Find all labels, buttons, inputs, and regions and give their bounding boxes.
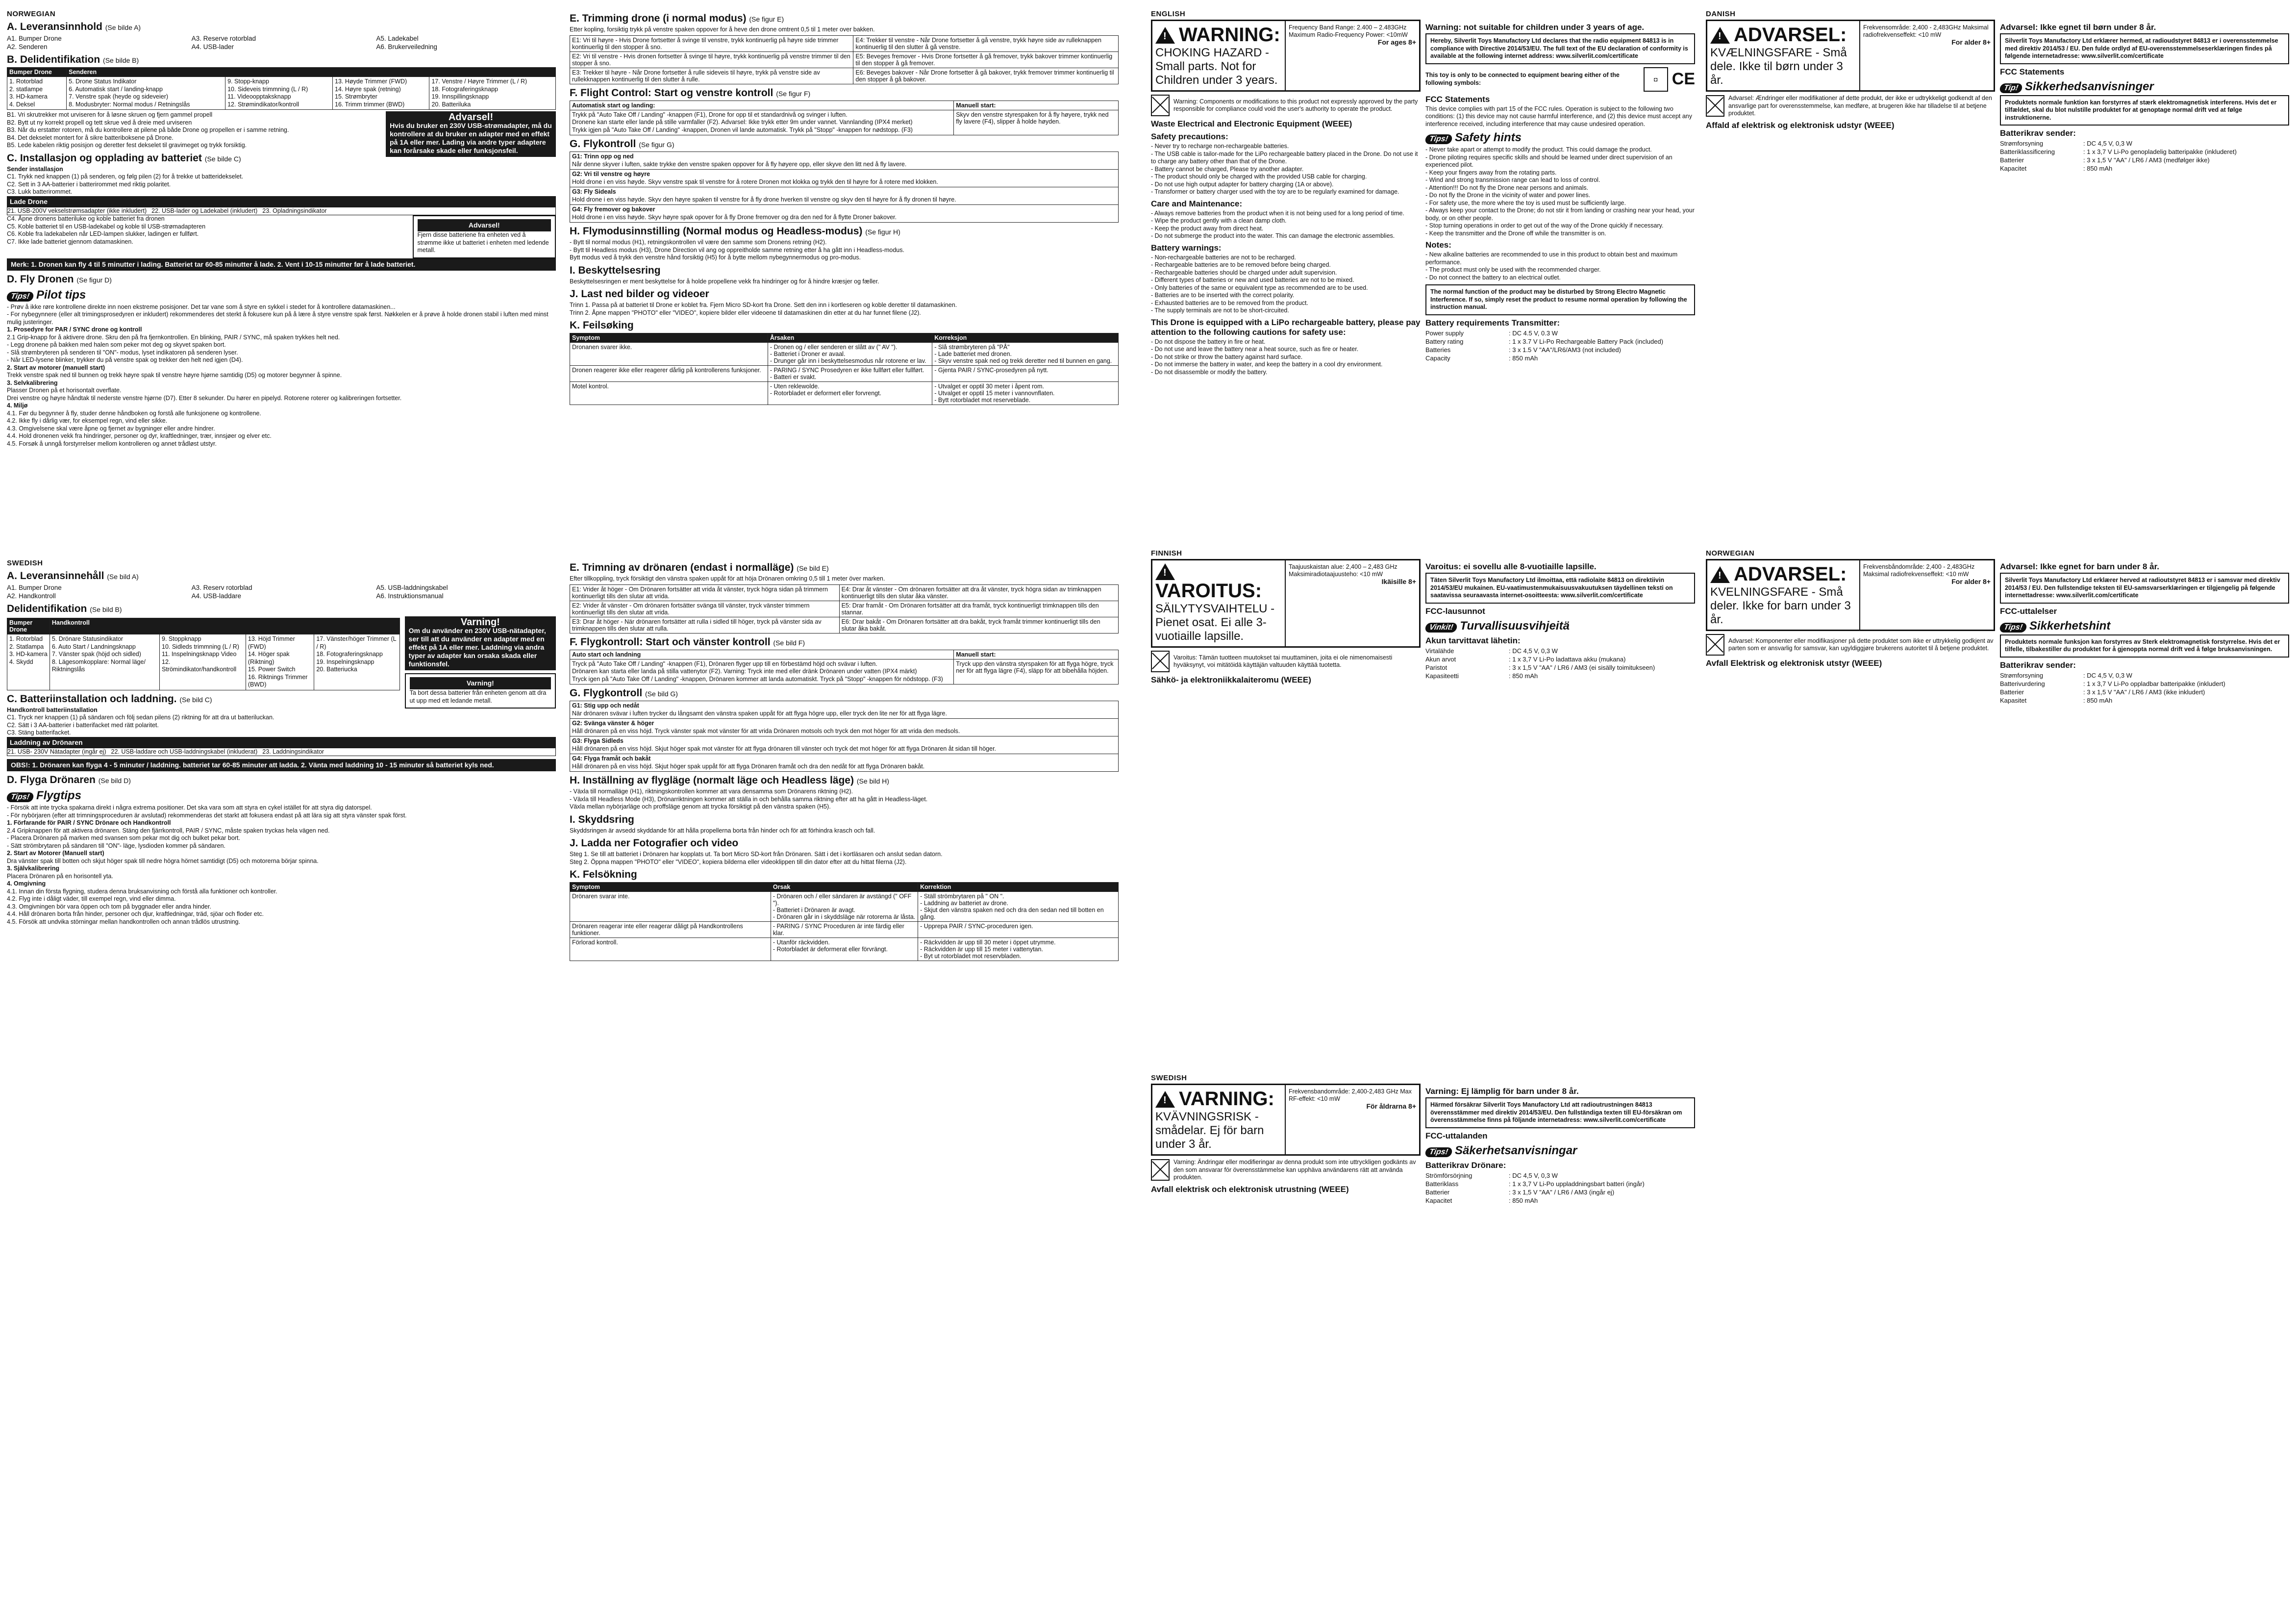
section-i-title: I. Skyddsring bbox=[570, 813, 634, 825]
language-label: DANISH bbox=[1706, 10, 1736, 18]
warning-triangle-icon bbox=[1155, 1091, 1175, 1108]
class-ii-symbol-icon: ◘ bbox=[1644, 67, 1668, 92]
charge-drone-bar: Lade Drone bbox=[7, 196, 556, 207]
column-trimming-troubleshooting bbox=[570, 10, 1119, 1613]
warning-triangle-icon bbox=[1155, 27, 1175, 44]
section-g-title: G. Flykontroll (Se figur G) bbox=[570, 138, 674, 150]
norwegian-flight-section: E. Trimming drone (i normal modus) (Se figur E) Etter kopling, forsiktig trykk på venstre spaken oppover for å heve den drone omtrent 0,5 til 1 meter over bakken. E1: Vri til høyre - Hvis Drone fortsetter å svinge til venstre, trykk kontinuerlig på høyre side trimmer kontinuerlig til den stopper å sno. E4: Trekker til venstre - Når Drone fortsetter å gå venstre, trykk høyre side av rulleknappen kontinuerlig til den slutter å gå venstre. E2: Vri til venstre - Hvis dronen fortsetter å svinge til høyre, trykk kontinuerlig på venstre trimmer til den stopper å sno. E5: Beveges fremover - Hvis Drone fortsetter å gå fremover, trykk bakover trimmer kontinuerlig til den stopper å gå fremover. E3: Trekker til høyre - Når Drone fortsetter å rulle sideveis til høyre, trykk på venstre side av rullekknappen kontinuerlig til den slutter å rulle. E6: Beveges bakover - Når Drone fortsetter å gå bakover, trykk fremover trimmer kontinuerlig til den stopper å gå bakover. F. Flight Control: Start og venstre kontroll (Se figur F) Automatisk start og landing: Manuell start: Trykk på "Auto Take Off / Landing" -knappen (F1), Drone for opp til et standardnivå og svinger i luften. Dronene kan starte eller lande på stille varmfaller (F2). Advarsel: Ikke trykk etter 9m under vannet. Vannlanding (IPX4 merket) Trykk igjen på "Auto Take Off / Landing" -knappen, Dronen vil lande automatisk. Trykk på "Stopp" -knappen for nødstopp. (F3) Skyv den venstre styrespaken for å fly høyere, trykk ned fly lavere (F4), slipper å holde høyden. G. Flykontroll (Se figur G) G1: Trinn opp og ned Når denne skyver i luften, sakte trykke den venstre spaken oppover for å fly høyere opp, eller skyve den litt ned å fly lavere. G2: Vri til venstre og høyre Hold drone i en viss høyde. Skyv venstre spak til venstre for å rotere Dronen mot klokka og trykk den til høyre for å rotere med klokken. G3: Fly Sideals Hold drone i en viss høyde. Skyv den høyre spaken til venstre for å fly drone hverken til venstre og skyv den til høyre for å fly dronen til høyre. G4: Fly fremover og bakover Hold drone i en viss høyde. Skyv høyre spak opover for å fly Drone fremover og dra den ned for å flytte Droner bakover. H. Flymodusinnstilling (Normal modus og Headless-modus) (Se figur H) - Bytt til normal modus (H1), retningskontrollen vil være den samme som Dronens retning (H2). - Bytt til Headless modus (H3), Drone Direction vil ang og oppreitholde samme retning etter å ha gått inn i Headless-modus. Bytt modus ved å trykk den venstre hånd forsiktig (H5) for å bytte mellom nybegynnermodus og pro-modus. I. Beskyttelsesring Beskyttelsesringen er ment beskyttelse for å holde propellene vekk fra hindringer og for å hindre kræsjer og fæller. J. Last ned bilder og videoer Trinn 1. Passa på at batteriet til Drone er koblet fra. Fjern Micro SD-kort fra Drone. Sett den inn i kortleseren og koble deretter til datamaskinen. Trinn 2. Åpne mappen "PHOTO" eller "VIDEO", kopiere bilder eller videoene til datamaskinen din etter at du har funnet filene (J2). K. Feilsøking Symptom Årsaken Korreksjon Dronanen svarer ikke. - Dronen og / eller senderen er slått av (" AV "). - Batteriet i Droner er avaal. - Drunger går inn i beskyttelsesmodus når rotorene er lav. - Slå strømbryteren på "PÅ" - Lade batteriet med dronen. - Skyv venstre spak ned og trekk deretter ned til bunnen en gang. Dronen reagerer ikke eller reagerer dårlig på kontrollerens funksjoner. - PARING / SYNC Prosedyren er ikke fullført eller fullført. - Batteri er svakt. - Gjenta PAIR / SYNC-prosedyren på nytt. Motel kontrol. - Uten reklewolde. - Rotorbladet er deformert eller forvrengt. - Utvalget er opptil 30 meter i åpent rom. - Utvalget er opptil 15 meter i vannovnflaten. - Bytt rotorbladet mot reserveblade. bbox=[570, 10, 1119, 559]
tips-badge-icon: Tips! bbox=[1424, 134, 1452, 144]
adapter-warning-box: Advarsel! Hvis du bruker en 230V USB-strømadapter, må du kontrollere at du bruker en adapter med en effekt på 1A eller mer. Lading via andre typer adaptere kan forårsake skade eller funksjonsfeil. bbox=[386, 111, 556, 157]
table-row: Dronanen svarer ikke. - Dronen og / eller senderen er slått av (" AV "). - Batteriet i Droner er avaal. - Drunger går inn i beskyttelsesmodus når rotorene er lav. - Slå strømbryteren på "PÅ" - Lade batteriet med dronen. - Skyv venstre spak ned og trekk deretter ned til bunnen en gang. bbox=[570, 343, 1119, 366]
section-k-title: K. Feilsøking bbox=[570, 320, 634, 331]
emi-note-box: Produktets normale funksjon kan forstyrres av Sterk elektromagnetisk forstyrrelse. Hvis det er tilfelle, tilbakestiller du produktet for å gjenoppta normal drift ved å følge bruksanvisningen. bbox=[2000, 634, 2289, 658]
flight-time-note: OBS!: 1. Drönaren kan flyga 4 - 5 minuter / laddning. batteriet tar 60-85 minuter att ladda. 2. Vänta med laddning 10 - 15 minuter så batteriet kyls ned. bbox=[7, 759, 556, 771]
tips-badge-icon: Tips! bbox=[7, 292, 34, 302]
declaration-box: Härmed försäkrar Silverlit Toys Manufactory Ltd att radioutrustningen 84813 överensstämmer med direktiv 2014/53/EU. Den fullständiga texten till EU-försäkran om överensstämmelse finns på följande internetadress: www.silverlit.com/certificate bbox=[1425, 1097, 1695, 1128]
tips-badge-icon: Tip! bbox=[1999, 83, 2023, 93]
language-label: FINNISH bbox=[1151, 549, 1182, 558]
charge-drone-bar: Laddning av Drönaren bbox=[7, 737, 556, 748]
language-label: NORWEGIAN bbox=[7, 10, 56, 18]
flight-tips-header: Tips! Flygtips bbox=[7, 789, 556, 803]
weee-title: Waste Electrical and Electronic Equipment (WEEE) bbox=[1151, 119, 1352, 128]
swedish-flight-section: E. Trimning av drönaren (endast i normalläge) (Se bild E) Efter tillkoppling, tryck försiktigt den vänstra spaken uppåt för att höja Drönaren omkring 0,5 till 1 meter över marken. E1: Vrider åt höger - Om Drönaren fortsätter att vrida åt vänster, tryck högra sidan på trimmern kontinuerligt tills den slutar att vrida. E4: Drar åt vänster - Om drönaren fortsätter att dra åt vänster, tryck högra sidan av trimknappen kontinuerligt tills den slutar åka vänster. E2: Vrider åt vänster - Om drönaren fortsätter svänga till vänster, tryck vänster trimmern kontinuerligt tills den slutar att vrida. E5: Drar framåt - Om Drönaren fortsätter att dra framåt, tryck kontinuerligt trimknappen tills den stannar. E3: Drar åt höger - När drönaren fortsätter att rulla i sidled till höger, tryck på vänster sida av trimknappen tills den slutar att rulla. E6: Drar bakåt - Om Drönaren fortsätter att dra bakåt, tryck framåt trimmer kontinuerligt tills den slutar åka bakåt. F. Flygkontroll: Start och vänster kontroll (Se bild F) Auto start och landning Manuell start: Tryck på "Auto Take Off / Landing" -knappen (F1), Drönaren flyger upp till en förbestämd höjd och svävar i luften. Drönaren kan starta eller landa på stilla vattenytor (F2). Varning: Tryck inte med eller dränk Drönaren under vatten (IPX4 märkt) Tryck igen på "Auto Take Off / Landing" -knappen, Drönaren kommer att landa automatiskt. Tryck på "Stopp" -knappen för nödstopp. (F3) Tryck upp den vänstra styrspaken för att flyga högre, tryck ner för att flyga lägre (F4), släpp för att bibehålla höjden. G. Flygkontroll (Se bild G) G1: Stig upp och nedåt När drönaren svävar i luften trycker du långsamt den vänstra spaken uppåt för att flyga högre upp, eller tryck den lite ner för att flyga lägre. G2: Svänga vänster & höger Håll drönaren på en viss höjd. Tryck vänster spak mot vänster för att vrida Drönaren motsols och tryck den mot höger för att vrida den medsols. G3: Flyga Sidleds Håll drönaren på en viss höjd. Skjut höger spak mot vänster för att flyga drönaren till vänster och tryck det mot höger för att flyga Drönaren åt sidan till höger. G4: Flyga framåt och bakåt Håll drönaren på en viss höjd. Skjut höger spak uppåt för att flyga Drönaren framåt och dra den nedåt för att flyga Drönaren bakåt. H. Inställning av flygläge (normalt läge och Headless läge) (Se bild H) - Växla till normalläge (H1), riktningskontrollen kommer att vara densamma som Drönarens riktning (H2). - Växla till Headless Mode (H3), Drönarriktningen kommer att ställa in och behålla samma riktning efter att ha gått in Headless-läget. Växla mellan nybörjarläge och proffsläge genom att trycka försiktigt på den vänstra spaken (H5). I. Skyddsring Skyddsringen är avsedd skyddande för att hålla propellerna borta från hinder och för att förhindra krasch och fall. J. Ladda ner Fotografier och video Steg 1. Se till att batteriet i Drönaren har kopplats ut. Ta bort Micro SD-kort från Drönaren. Sätt i det i kortläsaren och anslut sedan datorn. Steg 2. Öppna mappen "PHOTO" eller "VIDEO", kopiera bilderna eller videoklippen till din dator efter att du hittat filerna (J2). K. Felsökning Symptom Orsak Korrektion Drönaren svarar inte. - Drönaren och / eller sändaren är avstängd (" OFF "). - Batteriet i Drönaren är avagt. - Drönaren går in i skyddsläge när rotorerna är låsta. - Ställ strömbrytaren på " ON ". - Laddning av batteriet av drone. - Skjut den vänstra spaken ned och dra den sedan ned till botten en gång. Drönaren reagerar inte eller reagerar dåligt på Handkontrollens funktioner. - PARING / SYNC Proceduren är inte färdig eller klar. - Upprepa PAIR / SYNC-proceduren igen. Förlorad kontroll. - Utanför räckvidden. - Rotorbladet är deformerat eller förvrängt. - Räckvidden är upp till 30 meter i öppet utrymme. - Räckvidden är upp till 15 meter i vattenytan. - Byt ut rotorbladet mot reservbladen. bbox=[570, 559, 1119, 1613]
section-h-title: H. Inställning av flygläge (normalt läge och Headless läge) (Se bild H) bbox=[570, 775, 889, 786]
section-j-title: J. Ladda ner Fotografier och video bbox=[570, 837, 739, 849]
english-safety-section: ENGLISH !WARNING: CHOKING HAZARD - Small parts. Not for Children under 3 years. Frequency Band Range: 2.400 – 2.483GHz Maximum Radio-Frequency Power: <10mW For ages 8+ Warning: Components or modifications to this product not expressly approved by the party responsible for compliance could void the user's authority to operate the product. Waste Electrical and Electronic Equipment (WEEE) Safety precautions: - Never try to recharge non-rechargeable batteries. - The USB cable is tailor-made for the LiPo rechargeable battery placed in the Drone. Do not use it to charge any battery other than that of the Drone. - Battery cannot be charged, Please try another adapter. - The product should only be charged with the provided USB cable for charging. - Do not use high output adapter for battery charging (1A or above). - Transformer or battery charger used with the toy are to be regularly examined for damage. Care and Maintenance: - Always remove batteries from the product when it is not being used for a long period of time. - Wipe the product gently with a clean damp cloth. - Keep the product away from direct heat. - Do not submerge the product into the water. This can damage the electronic assemblies. Battery warnings: - Non-rechargeable batteries are not to be recharged. - Rechargeable batteries are to be removed before being charged. - Rechargeable batteries should be charged under adult supervision. - Different types of batteries or new and used batteries are not to be mixed. - Only batteries of the same or equivalent type as recommended are to be used. - Batteries are to be inserted with the correct polarity. - Exhausted batteries are to be removed from the product. - The supply terminals are not to be short-circuited. This Drone is equipped with a LiPo rechargeable battery, please pay attention to the following cautions for safety use: - Do not dispose the battery in fire or heat. - Do not use and leave the battery near a heat source, such as fire or heater. - Do not strike or throw the battery against hard surface. - Do not immerse the battery in water, and keep the battery in a cool dry environment. - Do not disassemble or modify the battery. Warning: not suitable for children under 3 years of age. Hereby, Silverlit Toys Manufactory Ltd declares that the radio equipment 84813 is in compliance with Directive 2014/53/EU. The full text of the EU declaration of conformity is available at the following internet address: www.silverlit.com/certificate This toy is only to be connected to equipment bearing either of the following symbols: ◘ CE FCC Statements This device complies with part 15 of the FCC rules. Operation is subject to the following two conditions: (1) this device may not cause harmful interference, and (2) this device must accept any interference received, including interference that may cause undesired operation. Tips! Safety hints - Never take apart or attempt to modify the product. This could damage the product. - Drone piloting requires specific skills and should be learned under direct supervision of an experienced pilot. - Keep your fingers away from the rotating parts. - Wind and strong transmission range can lead to loss of control. - Attention!!! Do not fly the Drone near persons and animals. - Do not fly the Drone in the vicinity of water and power lines. - For safety use, the more where the toy is used must be sufficiently large. - Always keep your contact to the Drone; do not stir it from landing or crashing near your head, your body, or on other people. - Stop turning operations in order to get out of the way of the Drone quickly if necessary. - Keep the transmitter and the Drone off while the transmitter is on. Notes: - New alkaline batteries are recommended to use in this product to obtain best and maximum performance. - The product must only be used with the recommended charger. - Do not connect the battery to an electrical outlet. The normal function of the product may be disturbed by Strong Electro Magnetic Interference. If so, simply reset the product to resume normal operation by following the instruction manual. Battery requirements Transmitter: Power supply : DC 4.5 V, 0.3 W Battery rating : 1 x 3.7 V Li-Po Rechargeable Battery Pack (included) Batteries : 3 x 1.5 V "AA"/LR6/AM3 (not included) Capacity : 850 mAh bbox=[1151, 10, 1695, 549]
warning-triangle-icon bbox=[1710, 27, 1730, 44]
swedish-safety-section: SWEDISH !VARNING: KVÄVNINGSRISK - smådelar. Ej för barn under 3 år. Frekvensbandområde: 2,400-2,483 GHz Max RF-effekt: <10 mW För åldrarna 8+ Varning: Ändringar eller modifieringar av denna produkt som inte uttryckligen godkänts av den som ansvarar för överensstämmelse kan upphäva användarens rätt att använda produkten. Avfall elektrisk och elektronisk utrustning (WEEE) Varning: Ej lämplig för barn under 8 år. Härmed försäkrar Silverlit Toys Manufactory Ltd att radioutrustningen 84813 överensstämmer med direktiv 2014/53/EU. Den fullständiga texten till EU-försäkran om överensstämmelse finns på följande internetadress: www.silverlit.com/certificate FCC-uttalanden Tips! Säkerhetsanvisningar Batterikrav Drönare: Strömförsörjning : DC 4,5 V, 0,3 W Batteriklass : 1 x 3,7 V Li-Po uppladdningsbart batteri (ingår) Batterier : 3 x 1,5 V "AA" / LR6 / AM3 (ingår ej) Kapacitet : 850 mAh bbox=[1151, 1074, 1695, 1613]
declaration-box: Silverlit Toys Manufactory Ltd erklærer hermed, at radioudstyret 84813 er i overensstemmelse med direktiv 2014/53 / EU. Den fulde ordlyd af EU-overensstemmelseserklæringen findes på følgende internetadresse: www.silverlit.com/certificate bbox=[2000, 33, 2289, 64]
section-c-title: C. Installasjon og opplading av batteriet (Se bilde C) bbox=[7, 152, 241, 164]
tips-badge-icon: Tips! bbox=[7, 792, 34, 802]
section-j-title: J. Last ned bilder og videoer bbox=[570, 288, 709, 300]
safety-hints-header: Tips! Säkerhetsanvisningar bbox=[1425, 1144, 1695, 1158]
flight-directions-table: G1: Stig upp och nedåt När drönaren svävar i luften trycker du långsamt den vänstra spaken uppåt för att flyga högre upp, eller tryck den lite ner för att flyga lägre. G2: Svänga vänster & höger Håll drönaren på en viss höjd. Tryck vänster spak mot vänster för att vrida Drönaren motsols och tryck den mot höger för att vrida den medsols. G3: Flyga Sidleds Håll drönaren på en viss höjd. Skjut höger spak mot vänster för att flyga drönaren till vänster och tryck det mot höger för att flyga Drönaren åt sidan till höger. G4: Flyga framåt och bakåt Håll drönaren på en viss höjd. Skjut höger spak uppåt för att flyga Drönaren framåt och dra den nedåt för att flyga Drönaren bakåt. bbox=[570, 701, 1119, 772]
table-row: Förlorad kontroll. - Utanför räckvidden. - Rotorbladet är deformerat eller förvrängt. - Räckvidden är upp till 30 meter i öppet utrymme. - Räckvidden är upp till 15 meter i vattenytan. - Byt ut rotorbladet mot reservbladen. bbox=[570, 938, 1119, 961]
trim-table: E1: Vri til høyre - Hvis Drone fortsetter å svinge til venstre, trykk kontinuerlig på høyre side trimmer kontinuerlig til den stopper å sno. E4: Trekker til venstre - Når Drone fortsetter å gå venstre, trykk høyre side av rulleknappen kontinuerlig til den slutter å gå venstre. E2: Vri til venstre - Hvis dronen fortsetter å svinge til høyre, trykk kontinuerlig på venstre trimmer til den stopper å sno. E5: Beveges fremover - Hvis Drone fortsetter å gå fremover, trykk bakover trimmer kontinuerlig til den stopper å gå fremover. E3: Trekker til høyre - Når Drone fortsetter å rulle sideveis til høyre, trykk på venstre side av rullekknappen kontinuerlig til den slutter å rulle. E6: Beveges bakover - Når Drone fortsetter å gå bakover, trykk fremover trimmer kontinuerlig til den stopper å gå bakover. bbox=[570, 35, 1119, 84]
flight-control-table: Automatisk start og landing: Manuell start: Trykk på "Auto Take Off / Landing" -knappen (F1), Drone for opp til et standardnivå og svinger i luften. Dronene kan starte eller lande på stille varmfaller (F2). Advarsel: Ikke trykk etter 9m under vannet. Vannlanding (IPX4 merket) Trykk igjen på "Auto Take Off / Landing" -knappen, Dronen vil lande automatisk. Trykk på "Stopp" -knappen for nødstopp. (F3) Skyv den venstre styrespaken for å fly høyere, trykk ned fly lavere (F4), slipper å holde høyden. bbox=[570, 101, 1119, 136]
crossed-bin-icon bbox=[1706, 634, 1724, 656]
troubleshooting-table: Symptom Orsak Korrektion Drönaren svarar inte. - Drönaren och / eller sändaren är avstängd (" OFF "). - Batteriet i Drönaren är avagt. - Drönaren går in i skyddsläge när rotorerna är låsta. - Ställ strömbrytaren på " ON ". - Laddning av batteriet av drone. - Skjut den vänstra spaken ned och dra den sedan ned till botten en gång. Drönaren reagerar inte eller reagerar dåligt på Handkontrollens funktioner. - PARING / SYNC Proceduren är inte färdig eller klar. - Upprepa PAIR / SYNC-proceduren igen. Förlorad kontroll. - Utanför räckvidden. - Rotorbladet är deformerat eller förvrängt. - Räckvidden är upp till 30 meter i öppet utrymme. - Räckvidden är upp till 15 meter i vattenytan. - Byt ut rotorbladet mot reservbladen. bbox=[570, 882, 1119, 961]
finnish-safety-section: FINNISH !VAROITUS: SÄILYTYSVAIHTELU - Pienet osat. Ei alle 3-vuotiaille lapsille. Taajuuskaistan alue: 2,400 – 2,483 GHz Maksimiradiotaajuusteho: <10 mW Ikäisille 8+ Varoitus: Tämän tuotteen muutokset tai muuttaminen, joita ei ole nimenomaisesti hyväksynyt, voi mitätöidä käyttäjän valtuuden käyttää tuotetta. Sähkö- ja elektroniikkalaiteromu (WEEE) Varoitus: ei sovellu alle 8-vuotiaille lapsille. Täten Silverlit Toys Manufactory Ltd ilmoittaa, että radiolaite 84813 on direktiivin 2014/53/EU mukainen. EU-vaatimustenmukaisuusvakuutuksen täydellinen teksti on saatavissa seuraavasta internet-osoitteesta: www.silverlit.com/certificate FCC-lausunnot Vinkit! Turvallisuusvihjeitä Akun tarvittavat lähetin: Virtalähde : DC 4,5 V, 0,3 W Akun arvot : 1 x 3,7 V Li-Po ladattava akku (mukana) Paristot : 3 x 1,5 V "AA" / LR6 / AM3 (ei sisälly toimitukseen) Kapasiteetti : 850 mAh bbox=[1151, 549, 1695, 1074]
tips-badge-icon: Vinkit! bbox=[1424, 623, 1458, 633]
choking-warning-box: !WARNING: CHOKING HAZARD - Small parts. Not for Children under 3 years. Frequency Band Range: 2.400 – 2.483GHz Maximum Radio-Frequency Power: <10mW For ages 8+ bbox=[1151, 20, 1421, 92]
parts-table: Bumper Drone Handkontroll 1. Rotorblad 2. Statlampa 3. HD-kamera 4. Skydd 5. Drönare Statusindikator 6. Auto Start / Landningsknapp 7. Vänster spak (höjd och sidled) 8. Lägesomkopplare: Normal läge/ Riktningslås 9. Stoppknapp 10. Sidleds trimmning (L / R) 11. Inspelningsknapp Video 12. Strömindikator/handkontroll 13. Höjd Trimmer (FWD) 14. Höger spak (Riktning) 15. Power Switch 16. Riktnings Trimmer (BWD) 17. Vänster/höger Trimmer (L / R) 18. Fotograferingsknapp 19. Inspelningsknapp 20. Batteriucka bbox=[7, 618, 400, 690]
crossed-bin-icon bbox=[1151, 1159, 1170, 1181]
choking-warning-box: !ADVARSEL: KVÆLNINGSFARE - Små dele. Ikke til børn under 3 år. Frekvensområde: 2,400 - 2,483GHz Maksimal radiofrekvenseffekt: <10 mW For alder 8+ bbox=[1706, 20, 1995, 92]
trim-table: E1: Vrider åt höger - Om Drönaren fortsätter att vrida åt vänster, tryck högra sidan på trimmern kontinuerligt tills den slutar att vrida. E4: Drar åt vänster - Om drönaren fortsätter att dra åt vänster, tryck högra sidan av trimknappen kontinuerligt tills den slutar åka vänster. E2: Vrider åt vänster - Om drönaren fortsätter svänga till vänster, tryck vänster trimmern kontinuerligt tills den slutar att vrida. E5: Drar framåt - Om Drönaren fortsätter att dra framåt, tryck kontinuerligt trimknappen tills den stannar. E3: Drar åt höger - När drönaren fortsätter att rulla i sidled till höger, tryck på vänster sida av trimknappen tills den slutar att rulla. E6: Drar bakåt - Om Drönaren fortsätter att dra bakåt, tryck framåt trimmer kontinuerligt tills den slutar åka bakåt. bbox=[570, 584, 1119, 634]
tips-badge-icon: Tips! bbox=[1424, 1147, 1452, 1157]
choking-warning-box: !ADVARSEL: KVELNINGSFARE - Små deler. Ikke for barn under 3 år. Frekvensbåndområde: 2,400 - 2,483GHz Maksimal radiofrekvenseffekt: <10 mW For alder 8+ bbox=[1706, 559, 1995, 631]
danish-safety-section: DANISH !ADVARSEL: KVÆLNINGSFARE - Små dele. Ikke til børn under 3 år. Frekvensområde: 2,400 - 2,483GHz Maksimal radiofrekvenseffekt: <10 mW For alder 8+ Advarsel: Ændringer eller modifikationer af dette produkt, der ikke er udtrykkeligt godkendt af den ansvarlige part for overensstemmelse, kan medføre, at brugeren ikke har tilladelse til at betjene produktet. Affald af elektrisk og elektronisk udstyr (WEEE) Advarsel: Ikke egnet til børn under 8 år. Silverlit Toys Manufactory Ltd erklærer hermed, at radioudstyret 84813 er i overensstemmelse med direktiv 2014/53 / EU. Den fulde ordlyd af EU-overensstemmelseserklæringen findes på følgende internetadresse: www.silverlit.com/certificate FCC Statements Tip! Sikkerhedsanvisninger Produktets normale funktion kan forstyrres af stærk elektromagnetisk interferens. Hvis det er tilfældet, skal du blot nulstille produktet for at genoptage normal drift ved at følge instruktionerne. Batterikrav sender: Strømforsyning : DC 4,5 V, 0,3 W Batteriklassificering : 1 x 3,7 V Li-Po genopladelig batteripakke (inkluderet) Batterier : 3 x 1,5 V "AA" / LR6 / AM3 (medfølger ikke) Kapacitet : 850 mAh bbox=[1706, 10, 2289, 549]
table-row: Drönaren reagerar inte eller reagerar dåligt på Handkontrollens funktioner. - PARING / SYNC Proceduren är inte färdig eller klar. - Upprepa PAIR / SYNC-proceduren igen. bbox=[570, 922, 1119, 938]
table-row: Dronen reagerer ikke eller reagerer dårlig på kontrollerens funksjoner. - PARING / SYNC Prosedyren er ikke fullført eller fullført. - Batteri er svakt. - Gjenta PAIR / SYNC-prosedyren på nytt. bbox=[570, 366, 1119, 382]
section-e-title: E. Trimning av drönaren (endast i normalläge) (Se bild E) bbox=[570, 562, 829, 573]
section-c-title: C. Batteriinstallation och laddning. (Se bild C) bbox=[7, 693, 212, 705]
parts-table: Bumper Drone Senderen 1. Rotorblad 2. statlampe 3. HD-kamera 4. Deksel 5. Drone Status Indikator 6. Automatisk start / landing-knapp 7. Venstre spak (heyde og sideveier) 8. Modusbryter: Normal modus / Retningslås 9. Stopp-knapp 10. Sideveis trimmning (L / R) 11. Videoopptaksknapp 12. Strømindikator/kontroll 13. Høyde Trimmer (FWD) 14. Høyre spak (retning) 15. Strømbryter 16. Trimm trimmer (BWD) 17. Venstre / Høyre Trimmer (L / R) 18. Fotograferingsknapp 19. Innspillingsknapp 20. Batteriluka bbox=[7, 67, 556, 110]
norwegian-main-section: NORWEGIAN A. Leveransinnhold (Se bilde A) A1. Bumper Drone A2. Senderen A3. Reserve rotorblad A4. USB-lader A5. Ladekabel A6. Brukerveiledning B. Delidentifikation (Se bilde B) Bumper Drone Senderen 1. Rotorblad 2. statlampe 3. HD-kamera 4. Deksel 5. Drone Status Indikator 6. Automatisk start / landing-knapp 7. Venstre spak (heyde og sideveier) 8. Modusbryter: Normal modus / Retningslås 9. Stopp-knapp 10. Sideveis trimmning (L / R) 11. Videoopptaksknapp 12. Strømindikator/kontroll 13. Høyde Trimmer (FWD) 14. Høyre spak (retning) 15. Strømbryter 16. Trimm trimmer (BWD) 17. Venstre / Høyre Trimmer (L / R) 18. Fotograferingsknapp 19. Innspillingsknapp 20. Batteriluka B1. Vri skrutrekker mot urviseren for å løsne skruen og fjern gammel propell B2. Bytt ut ny korrekt propell og tett skrue ved å dreie med urviseren B3. Når du erstatter rotoren, må du kontrollere at pilene på både Drone og propellen er i samme retning. B4. Det dekselet montert for å sikre batteriboksene på Drone. B5. Lede kabelen riktig posisjon og deretter fest dekselet til gravimeget og trykk forsiktig. C. Installasjon og opplading av batteriet (Se bilde C) Sender installasjon C1. Trykk ned knappen (1) på senderen, og følg pilen (2) for å trekke ut batteridekselet. C2. Sett in 3 AA-batterier i batterirommet med riktig polaritet. C3. Lukk batterirommet. Advarsel! Hvis du bruker en 230V USB-strømadapter, må du kontrollere at du bruker en adapter med en effekt på 1A eller mer. Lading via andre typer adaptere kan forårsake skade eller funksjonsfeil. Lade Drone 21. USB-200V vekselstrømsadapter (ikke inkludert) 22. USB-lader og Ladekabel (inkludert) 23. Opladningsindikator C4. Åpne dronens batteriluke og koble batteriet fra dronen C5. Koble batteriet til en USB-ladekabel og koble til USB-strømadapteren C6. Koble fra ladekabelen når LED-lampen slukker, ladingen er fullført. C7. Ikke lade batteriet gjennom datamaskinen. Advarsel! Fjern disse batteriene fra enheten ved å strømme ikke ut batteriet i enheten med ledende metall. Merk: 1. Dronen kan fly 4 til 5 minutter i lading. Batteriet tar 60-85 minutter å lade. 2. Vent i 10-15 minutter før å lade batteriet. D. Fly Dronen (Se figur D) Tips! Pilot tips - Prøv å ikke røre kontrollene direkte inn noen ekstreme posisjoner. Det tar vane som å styre en sykkel i stedet for å kontrollere datamaskinen... - For nybegynnere (eller alt trimingsprosedyren er inkludert) rekommenderes det sterkt å fokusere kun på å lære å styre venstre spak først. Nøkkelen er å prøve å holde dronen stabil i luften med minst mulig justeringer. 1. Prosedyre for PAR / SYNC drone og kontroll 2.1 Grip-knapp for å aktivere drone. Skru den på fra fjernkontrollen. En blinking, PAIR / SYNC, må spaken trykkes helt ned. - Legg dronene på bakken med halen som peker mot deg og skyvet spaken bort. - Slå strømbryteren på senderen til "ON"- modus, lyset indikatoren på senderen lyser. - Når LED-lysene blinker, trykker du på venstre spak og trekker den helt ned igjen (D4). 2. Start av motorer (manuell start) Trekk venstre spak ned til bunnen og trekk høyre spak til venstre høyre hjørne samtidig (D5) og motorer begynner å spinne. 3. Selvkalibrering Plasser Dronen på et horisontalt overflate. Drei venstre og høyre håndtak til nederste venstre hjørne (D7). Etter 8 sekunder. Du hører en pipelyd. Rotorene roterer og kalibreringen fortsetter. 4. Miljø 4.1. Før du begynner å fly, studer denne håndboken og forstå alle funksjonene og kontrollene. 4.2. Ikke fly i dårlig vær, for eksempel regn, vind eller sikke. 4.3. Omgivelsene skal være åpne og fjernet av bygninger eller andre hindrer. 4.4. Hold dronenen vekk fra hindringer, personer og dyr, kraftledninger, trær, innsjøer og elver etc. 4.5. Forsøk å unngå forstyrrelser mellom kontrolleren og annet trådløst utstyr. bbox=[7, 10, 556, 559]
flight-directions-table: G1: Trinn opp og ned Når denne skyver i luften, sakte trykke den venstre spaken oppover for å fly høyere opp, eller skyve den litt ned å fly lavere. G2: Vri til venstre og høyre Hold drone i en viss høyde. Skyv venstre spak til venstre for å rotere Dronen mot klokka og trykk den til høyre for å rotere med klokken. G3: Fly Sideals Hold drone i en viss høyde. Skyv den høyre spaken til venstre for å fly drone hverken til venstre og skyv den til høyre for å fly dronen til høyre. G4: Fly fremover og bakover Hold drone i en viss høyde. Skyv høyre spak opover for å fly Drone fremover og dra den ned for å flytte Droner bakover. bbox=[570, 152, 1119, 223]
declaration-box: Täten Silverlit Toys Manufactory Ltd ilmoittaa, että radiolaite 84813 on direktiivin 2014/53/EU mukainen. EU-vaatimustenmukaisuusvakuutuksen täydellinen teksti on saatavissa seuraavasta internet-osoitteesta: www.silverlit.com/certificate bbox=[1425, 573, 1695, 604]
choking-warning-box: !VARNING: KVÄVNINGSRISK - smådelar. Ej för barn under 3 år. Frekvensbandområde: 2,400-2,483 GHz Max RF-effekt: <10 mW För åldrarna 8+ bbox=[1151, 1084, 1421, 1156]
table-row: Drönaren svarar inte. - Drönaren och / eller sändaren är avstängd (" OFF "). - Batteriet i Drönaren är avagt. - Drönaren går in i skyddsläge när rotorerna är låsta. - Ställ strömbrytaren på " ON ". - Laddning av batteriet av drone. - Skjut den vänstra spaken ned och dra den sedan ned till botten en gång. bbox=[570, 892, 1119, 922]
section-b-title: B. Delidentifikation (Se bilde B) bbox=[7, 54, 139, 65]
language-label: ENGLISH bbox=[1151, 10, 1186, 18]
language-label: NORWEGIAN bbox=[1706, 549, 1755, 558]
crossed-bin-icon bbox=[1151, 651, 1170, 672]
section-d-title: D. Fly Dronen (Se figur D) bbox=[7, 273, 112, 285]
section-a-title: A. Leveransinnehåll (Se bild A) bbox=[7, 570, 139, 582]
battery-removal-warning: Varning! Ta bort dessa batterier från enheten genom att dra ut upp med ett ledande metall. bbox=[405, 673, 556, 709]
section-f-title: F. Flight Control: Start og venstre kontroll (Se figur F) bbox=[570, 87, 811, 99]
swedish-main-section: SWEDISH A. Leveransinnehåll (Se bild A) A1. Bumper Drone A2. Handkontroll A3. Reserv rotorblad A4. USB-laddare A5. USB-laddningskabel A6. Instruktionsmanual Delidentifikation (Se bild B) Bumper Drone Handkontroll 1. Rotorblad 2. Statlampa 3. HD-kamera 4. Skydd 5. Drönare Statusindikator 6. Auto Start / Landningsknapp 7. Vänster spak (höjd och sidled) 8. Lägesomkopplare: Normal läge/ Riktningslås 9. Stoppknapp 10. Sidleds trimmning (L / R) 11. Inspelningsknapp Video 12. Strömindikator/handkontroll 13. Höjd Trimmer (FWD) 14. Höger spak (Riktning) 15. Power Switch 16. Riktnings Trimmer (BWD) 17. Vänster/höger Trimmer (L / R) 18. Fotograferingsknapp 19. Inspelningsknapp 20. Batteriucka C. Batteriinstallation och laddning. (Se bild C) Handkontroll batteriinstallation C1. Tryck ner knappen (1) på sändaren och följ sedan pilens (2) riktning för att dra ut batteriluckan. C2. Sätt i 3 AA-batterier i batterifacket med rätt polaritet. C3. Stäng batterifacket. Varning! Om du använder en 230V USB-nätadapter, ser till att du använder en adapter med en effekt på 1A eller mer. Laddning via andra typer av adapter kan orsaka skada eller funktionsfel. Varning! Ta bort dessa batterier från enheten genom att dra ut upp med ett ledande metall. Laddning av Drönaren 21. USB- 230V Nätadapter (ingår ej) 22. USB-laddare och USB-laddningskabel (inkluderat) 23. Laddningsindikator OBS!: 1. Drönaren kan flyga 4 - 5 minuter / laddning. batteriet tar 60-85 minuter att ladda. 2. Vänta med laddning 10 - 15 minuter så batteriet kyls ned. D. Flyga Drönaren (Se bild D) Tips! Flygtips - Försök att inte trycka spakarna direkt i några extrema positioner. Det ska vara som att styra en cykel istället för att styra dig datorspel. - För nybörjaren (efter att trimningsproceduren är avslutad) rekommenderas det starkt att fokusera endast på att lära sig att styra vänster spak först. 1. Förfarande för PAIR / SYNC Drönare och Handkontroll 2.4 Gripknappen för att aktivera drönaren. Stäng den fjärrkontroll, PAIR / SYNC, måste spaken tryckas hela vägen ned. - Placera Drönaren på marken med svansen som pekar mot dig och bulket pekar bort. - Sätt strömbrytaren på sändaren till "ON"- läge, lysdioden kommer på sändaren. 2. Start av Motorer (Manuell start) Dra vänster spak till botten och skjut höger spak till nedre högra hörnet samtidigt (D5) och motorerna börjar spinna. 3. Självkalibrering Placera Drönaren på en horisontell yta. 4. Omgivning 4.1. Innan din första flygning, studera denna bruksanvisning och förstå alla funktioner och kontroller. 4.2. Flyg inte i dåligt väder, till exempel regn, vind eller dimma. 4.3. Omgivningen bör vara öppen och tom på byggnader eller andra hinder. 4.4. Håll drönaren borta från hinder, personer och djur, kraftledningar, träd, sjöar och floder etc. 4.5. Försök att undvika störningar mellan handkontrollen och annan trådlös utrustning. bbox=[7, 559, 556, 1613]
safety-hints-header: Tips! Sikkerhetshint bbox=[2000, 619, 2289, 633]
emi-note-box: The normal function of the product may be disturbed by Strong Electro Magnetic Interference. If so, simply reset the product to resume normal operation by following the instruction manual. bbox=[1425, 284, 1695, 315]
declaration-box: Hereby, Silverlit Toys Manufactory Ltd declares that the radio equipment 84813 is in compliance with Directive 2014/53/EU. The full text of the EU declaration of conformity is available at the following internet address: www.silverlit.com/certificate bbox=[1425, 33, 1695, 64]
column-norwegian-swedish-main bbox=[7, 10, 556, 1613]
section-h-title: H. Flymodusinnstilling (Normal modus og Headless-modus) (Se figur H) bbox=[570, 226, 900, 237]
language-label: SWEDISH bbox=[1151, 1074, 1187, 1082]
warning-triangle-icon bbox=[1155, 563, 1175, 580]
flight-control-table: Auto start och landning Manuell start: Tryck på "Auto Take Off / Landing" -knappen (F1), Drönaren flyger upp till en förbestämd höjd och svävar i luften. Drönaren kan starta eller landa på stilla vattenytor (F2). Varning: Tryck inte med eller dränk Drönaren under vatten (IPX4 märkt) Tryck igen på "Auto Take Off / Landing" -knappen, Drönaren kommer att landa automatiskt. Tryck på "Stopp" -knappen för nödstopp. (F3) Tryck upp den vänstra styrspaken för att flyga högre, tryck ner för att flyga lägre (F4), släpp för att bibehålla höjden. bbox=[570, 650, 1119, 685]
tips-badge-icon: Tips! bbox=[1999, 623, 2027, 633]
section-b-title: Delidentifikation (Se bild B) bbox=[7, 603, 122, 614]
adapter-warning-box: Varning! Om du använder en 230V USB-nätadapter, ser till att du använder en adapter med en effekt på 1A eller mer. Laddning via andra typer av adapter kan orsaka skada eller funktionsfel. bbox=[405, 616, 556, 670]
warning-triangle-icon bbox=[1710, 566, 1730, 583]
declaration-box: Silverlit Toys Manufactory Ltd erklærer herved at radioutstyret 84813 er i samsvar med direktiv 2014/53 / EU. Den fullstendige teksten til EU-samsvarserklæringen er tilgjengelig på følgende internettadresse: www.silverlit.com/certificate bbox=[2000, 573, 2289, 604]
section-f-title: F. Flygkontroll: Start och vänster kontroll (Se bild F) bbox=[570, 636, 805, 648]
safety-hints-header: Tips! Safety hints bbox=[1425, 131, 1695, 145]
section-k-title: K. Felsökning bbox=[570, 869, 637, 880]
language-label: SWEDISH bbox=[7, 559, 43, 567]
table-row: Motel kontrol. - Uten reklewolde. - Rotorbladet er deformert eller forvrengt. - Utvalget er opptil 30 meter i åpent rom. - Utvalget er opptil 15 meter i vannovnflaten. - Bytt rotorbladet mot reserveblade. bbox=[570, 382, 1119, 405]
safety-hints-header: Vinkit! Turvallisuusvihjeitä bbox=[1425, 619, 1695, 633]
choking-warning-box: !VAROITUS: SÄILYTYSVAIHTELU - Pienet osat. Ei alle 3-vuotiaille lapsille. Taajuuskaistan alue: 2,400 – 2,483 GHz Maksimiradiotaajuusteho: <10 mW Ikäisille 8+ bbox=[1151, 559, 1421, 648]
section-e-title: E. Trimming drone (i normal modus) (Se figur E) bbox=[570, 13, 784, 24]
flight-time-note: Merk: 1. Dronen kan fly 4 til 5 minutter i lading. Batteriet tar 60-85 minutter å lade. 2. Vent i 10-15 minutter før å lade batteriet. bbox=[7, 258, 556, 271]
delivery-content-list: A1. Bumper Drone A2. Senderen A3. Reserve rotorblad A4. USB-lader A5. Ladekabel A6. Brukerveiledning bbox=[7, 35, 437, 51]
section-i-title: I. Beskyttelsesring bbox=[570, 264, 661, 276]
pilot-tips-header: Tips! Pilot tips bbox=[7, 288, 556, 302]
troubleshooting-table: Symptom Årsaken Korreksjon Dronanen svarer ikke. - Dronen og / eller senderen er slått av (" AV "). - Batteriet i Droner er avaal. - Drunger går inn i beskyttelsesmodus når rotorene er lav. - Slå strømbryteren på "PÅ" - Lade batteriet med dronen. - Skyv venstre spak ned og trekk deretter ned til bunnen en gang. Dronen reagerer ikke eller reagerer dårlig på kontrollerens funksjoner. - PARING / SYNC Prosedyren er ikke fullført eller fullført. - Batteri er svakt. - Gjenta PAIR / SYNC-prosedyren på nytt. Motel kontrol. - Uten reklewolde. - Rotorbladet er deformert eller forvrengt. - Utvalget er opptil 30 meter i åpent rom. - Utvalget er opptil 15 meter i vannovnflaten. - Bytt rotorbladet mot reserveblade. bbox=[570, 333, 1119, 405]
crossed-bin-icon bbox=[1151, 95, 1170, 116]
crossed-bin-icon bbox=[1706, 95, 1724, 117]
column-safety-english-finnish-swedish bbox=[1151, 10, 1695, 1613]
section-g-title: G. Flygkontroll (Se bild G) bbox=[570, 687, 678, 699]
section-d-title: D. Flyga Drönaren (Se bild D) bbox=[7, 774, 131, 786]
section-a-title: A. Leveransinnhold (Se bilde A) bbox=[7, 21, 141, 32]
emi-note-box: Produktets normale funktion kan forstyrres af stærk elektromagnetisk interferens. Hvis det er tilfældet, skal du blot nulstille produktet for at genoptage normal drift ved at følge instruktionerne. bbox=[2000, 95, 2289, 126]
safety-hints-header: Tip! Sikkerhedsanvisninger bbox=[2000, 80, 2289, 94]
norwegian-safety-section: NORWEGIAN !ADVARSEL: KVELNINGSFARE - Små deler. Ikke for barn under 3 år. Frekvensbåndområde: 2,400 - 2,483GHz Maksimal radiofrekvenseffekt: <10 mW For alder 8+ Advarsel: Komponenter eller modifikasjoner på dette produktet som ikke er uttrykkelig godkjent av parten som er ansvarlig for samsvar, kan ugyldiggjøre brukerens autoritet til å betjene produktet. Avfall Elektrisk og elektronisk utstyr (WEEE) Advarsel: Ikke egnet for barn under 8 år. Silverlit Toys Manufactory Ltd erklærer herved at radioutstyret 84813 er i samsvar med direktiv 2014/53 / EU. Den fullstendige teksten til EU-samsvarserklæringen er tilgjengelig på følgende internettadresse: www.silverlit.com/certificate FCC-uttalelser Tips! Sikkerhetshint Produktets normale funksjon kan forstyrres av Sterk elektromagnetisk forstyrrelse. Hvis det er tilfelle, tilbakestiller du produktet for å gjenoppta normal drift ved å følge bruksanvisningen. Batterikrav sender: Strømforsyning : DC 4,5 V, 0,3 W Batterivurdering : 1 x 3,7 V Li-Po oppladbar batteripakke (inkludert) Batterier : 3 x 1,5 V "AA" / LR6 / AM3 (ikke inkludert) Kapasitet : 850 mAh bbox=[1706, 549, 2289, 1074]
ce-mark-icon: CE bbox=[1672, 70, 1695, 88]
battery-removal-warning: Advarsel! Fjern disse batteriene fra enheten ved å strømme ikke ut batteriet i enheten med ledende metall. bbox=[413, 215, 556, 258]
column-safety-danish-norwegian bbox=[1706, 10, 2289, 1613]
